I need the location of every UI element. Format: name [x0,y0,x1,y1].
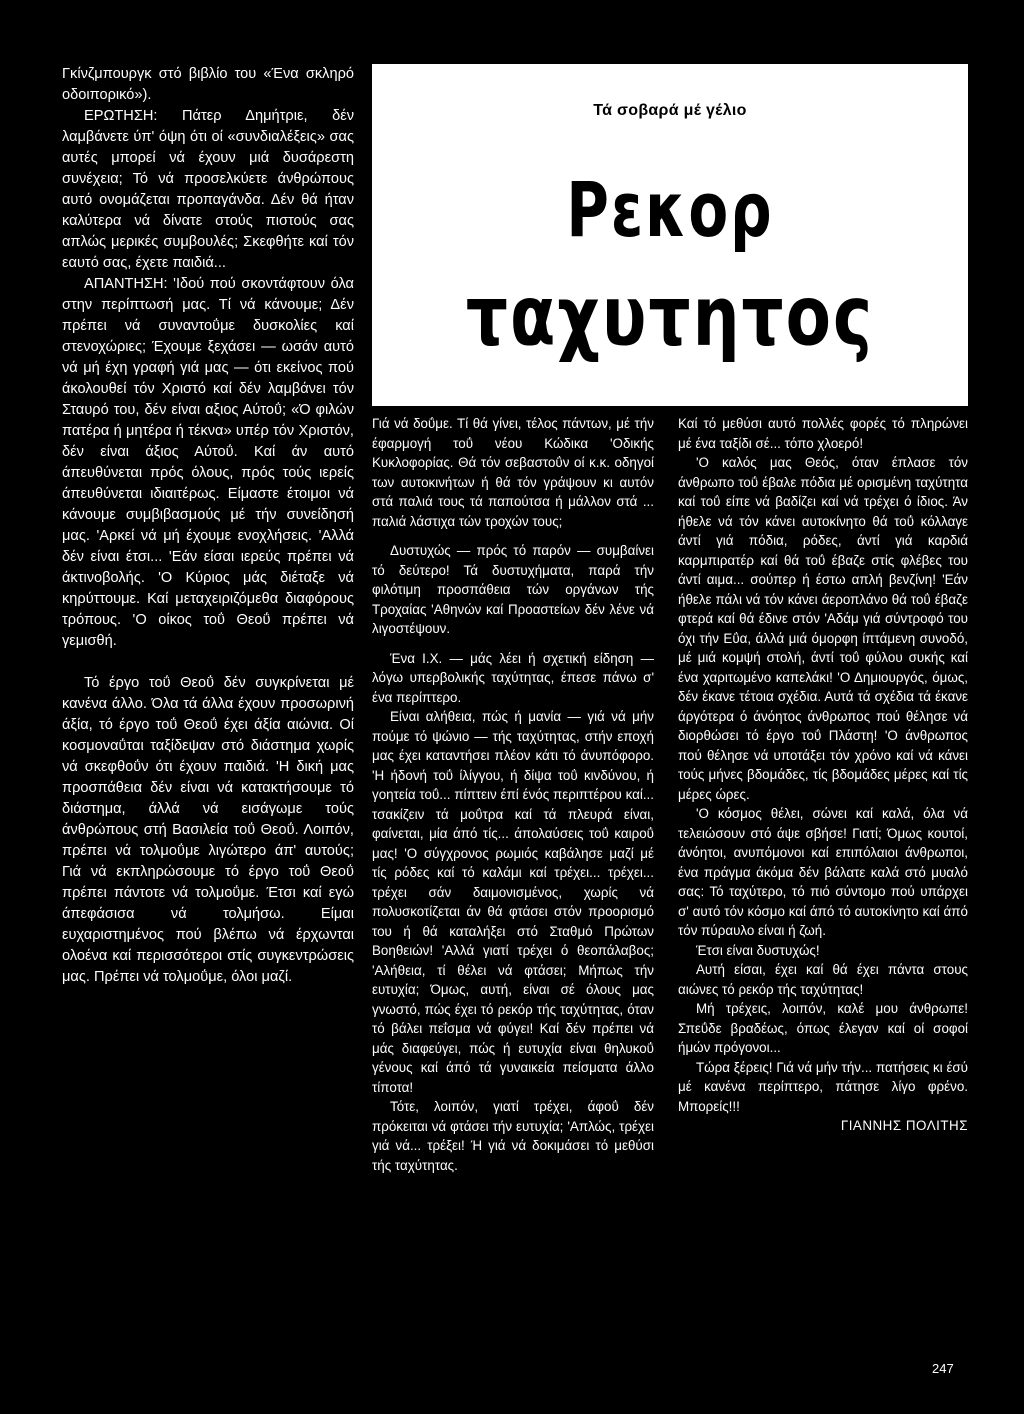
paragraph: Ένα Ι.Χ. — μάς λέει ή σχετική είδηση — λόγω υπερβολικής ταχύτητας, έπεσε πάνω σ' ένα περίπτερο. [372,650,654,705]
paragraph: Καί τό μεθύσι αυτό πολλές φορές τό πληρώνει μέ ένα ταξίδι σέ... τόπο χλοερό! [678,416,968,451]
paragraph: Είναι αλήθεια, πώς ή μανία — γιά νά μήν πούμε τό ψώνιο — τής ταχύτητας, στήν εποχή μας έχει καταντήσει πλέον κάτι τό άνυπόφορο. 'Η ήδονή τοΰ ίλίγγου, ή δίψα τοΰ κινδύνου, ή γοητεία τοΰ... πίπτειν έπί ένός περιπτέρου καί... τσακίζειν τά μοΰτρα καί τά πλευρά είναι, φαίνεται, μία άπό τίς... άπολαύσεις τοΰ καιροΰ μας! 'Ο σύγχρονος ρωμιός καβάλησε μαζί μέ τίς ρόδες καί τό καλάμι καί τρέχει... τρέχει... τρέχει σάν δαιμονισμένος, χωρίς νά πολυσκοτίζεται άν θά φτάσει στόν προορισμό του ή θά καταλήξει στό Σταθμό Πρώτων Βοηθειών! 'Αλλά γιατί τρέχει ό θεοπάλαβος; 'Αλήθεια, τί θέλει νά φτάσει; Μήπως τήν ευτυχία; Όμως, αυτή, είναι σέ όλους μας γνωστό, πώς έχει τό ρεκόρ τής ταχύτητας, όταν τό βάλει πεΐσμα νά φύγει! Καί δέν πρέπει νά μάς διαφεύγει, πώς ή ευτυχία είναι θηλυκοΰ γένους καί άπό τά γυναικεία πείσματα άλλο τίποτα! [372,709,654,1095]
paragraph: Τώρα ξέρεις! Γιά νά μήν τήν... πατήσεις κι έσύ μέ κανένα περίπτερο, πάτησε λίγο φρένο. Μπορείς!!! [678,1059,968,1114]
paragraph: ΑΠΑΝΤΗΣΗ: 'Ιδού πού σκοντάφτουν όλα στην περίπτωσή μας. Τί νά κάνουμε; Δέν πρέπει νά συναντοΰμε δυσκολίες καί στενοχώριες; Έχουμε ξεχάσει — ωσάν αυτό νά μή έχη γραφή γιά μας — ότι εκείνος πού άκολουθεί τόν Χριστό καί δέν λαμβάνει τόν Σταυρό του, δέν είναι αξιος Αύτοΰ; «Ό φιλών πατέρα ή μητέρα ή τέκνα» υπέρ τόν Χριστόν, δέν είναι άξιος Αύτοΰ. Καί άν αυτό άπευθύνεται πρός όλους, πρός τούς ιερείς άπευθύνεται ιδιαιτέρως. Είμαστε έτοιμοι νά κάνουμε συμβιβασμούς μέ τήν συνείδησή μας. 'Αρκεί νά μή έχουμε ενοχλήσεις. 'Αλλά δέν είναι έτσι... 'Εάν είσαι ιερεύς πρέπει νά άκτινοβολής. 'Ο Κύριος μάς διέταξε νά κηρύττουμε. Καί μεταχειριζόμεθα διαφόρους τρόπους. 'Ο οίκος τοΰ Θεοΰ πρέπει νά γεμισθή. [62,276,354,649]
section-kicker: Τά σοβαρά μέ γέλιο [593,102,747,119]
paragraph: 'Ο κόσμος θέλει, σώνει καί καλά, όλα νά τελειώσουν στό άψε σβήσε! Γιατί; Όμως κουτοί, άνόητοι, ανυπόμονοι καί επιπόλαιοι άνθρωποι, ένα πράγμα άκόμα δέν βάλατε καλά στό μυαλό σας: Τό ταχύτερο, τό πιό σύντομο πού υπάρχει σ' αυτό τόν κόσμο καί άπό τό αυτοκίνητο καί άπό τόν πύραυλο είναι ή ζωή. [678,806,968,938]
paragraph: 'Ο καλός μας Θεός, όταν έπλασε τόν άνθρωπο τοΰ έβαλε πόδια μέ ορισμένη ταχύτητα καί τοΰ είπε νά βαδίζει καί νά τρέχει ό ίδιος. Άν ήθελε νά τόν κάνει αυτοκίνητο θά τοΰ κόλλαγε άντί γιά πόδια, ρόδες, άντί γιά καρδιά καρμπιρατέρ καί θά τοΰ έβαζε στίς φλέβες του άντί αιμα... σούπερ ή έστω απλή βενζίνη! 'Εάν ήθελε πάλι νά τόν κάνει άεροπλάνο θά τοΰ έβαζε φτερά καί θά έδινε στόν 'Αδάμ γιά σύντροφό του όχι τήν Εΰα, άλλά μιά όμορφη ίπτάμενη συνοδό, μέ μιά κομψή στολή, άντί τοΰ φύλου συκής καί ένα χαριτωμένο καπελάκι! 'Ο Δημιουργός, όμως, δέν έκανε τέτοια σχέδια. Αυτά τά σχέδια τά έκανε άργότερα ό άνόητος άνθρωπος πού θέλησε νά διορθώσει τό έργο τοΰ Πλάστη! 'Ο άνθρωπος πού θέλησε νά υποτάξει τόν χρόνο καί νά κάνει τούς μήνες βδομάδες, τίς βδομάδες μέρες καί τίς μέρες ώρες. [678,455,968,802]
paragraph: ΕΡΩΤΗΣΗ: Πάτερ Δημήτριε, δέν λαμβάνετε ύπ' όψη ότι οί «συνδιαλέξεις» σας αυτές μπορεί νά έχουν μιά δυσάρεστη συνέχεια; Τό νά προσελκύετε άνθρώπους αυτό ονομάζεται προπαγάνδα. Δέν θά ήταν καλύτερα νά δίνατε στούς πιστούς σας απλώς μερικές συμβουλές; Σκεφθήτε καί τόν εαυτό σας, έχετε παιδιά... [62,108,354,271]
paragraph: Έτσι είναι δυστυχώς! [696,942,820,958]
paragraph: Αυτή είσαι, έχει καί θά έχει πάντα στους αιώνες τό ρεκόρ τής ταχύτητας! [678,962,968,997]
page-number: 247 [932,1361,954,1376]
paragraph: Δυστυχώς — πρός τό παρόν — συμβαίνει τό δεύτερο! Τά δυστυχήματα, παρά τήν φιλότιμη προσπάθεια τών οργάνων τής Τροχαίας 'Αθηνών καί Προαστείων δέν λένε νά λιγοστέψουν. [372,543,654,636]
article-header [372,64,968,406]
paragraph: Τότε, λοιπόν, γιατί τρέχει, άφοΰ δέν πρόκειται νά φτάσει τήν ευτυχία; 'Απλώς, τρέχει γιά νά... τρέξει! Ή γιά νά δοκιμάσει τό μεθύσι τής ταχύτητας. [372,1099,654,1173]
headline-line-2: ταχυτητος [465,268,875,365]
middle-column [372,414,654,1175]
paragraph: Τό έργο τοΰ Θεοΰ δέν συγκρίνεται μέ κανένα άλλο. Όλα τά άλλα έχουν προσωρινή άξία, τό έργο τοΰ Θεοΰ έχει άξία αιώνια. Οί κοσμοναΰται ταξίδεψαν στό διάστημα χωρίς νά σκεφθοΰν ότι έχουν παιδιά. 'Η δική μας προσπάθεια δέν είναι νά κατακτήσουμε τό διάστημα, άλλά νά εισάγωμε τούς άνθρώπους στή Βασιλεία τοΰ Θεοΰ. Λοιπόν, πρέπει νά τολμοΰμε λιγώτερο άπ' αυτούς; Γιά νά εκπληρώσουμε τό έργο τοΰ Θεοΰ πρέπει πάντοτε νά τολμοΰμε. Έτσι καί εγώ άπεφάσισα νά τολμήσω. Είμαι ευχαριστημένος πού βλέπω νά έρχωνται ολοένα καί περισσότεροι στίς συγκεντρώσεις μας. Πρέπει νά τολμοΰμε, όλοι μαζί. [62,675,354,985]
paragraph: Γκίνζμπουργκ στό βιβλίο του «Ένα σκληρό οδοιπορικό»). [62,66,354,103]
left-column [62,64,354,988]
author-signature: ΓΙΑΝΝΗΣ ΠΟΛΙΤΗΣ [840,1118,968,1133]
right-column [678,414,968,1136]
paragraph: Μή τρέχεις, λοιπόν, καλέ μου άνθρωπε! Σπεΰδε βραδέως, όπως έλεγαν καί οί σοφοί ήμών πρόγονοι... [678,1001,968,1055]
paragraph: Γιά νά δοΰμε. Τί θά γίνει, τέλος πάντων, μέ τήν έφαρμογή τοΰ νέου Κώδικα 'Οδικής Κυκλοφορίας. Θά τόν σεβαστοΰν οί κ.κ. οδηγοί των αυτοκινήτων ή θά τόν γράψουν κι αυτόν στά παλιά τους τά παπούτσα ή μάλλον στά ... παλιά λάστιχα τών τροχών τους; [372,416,654,529]
headline-line-1: Ρεκορ [566,165,774,255]
